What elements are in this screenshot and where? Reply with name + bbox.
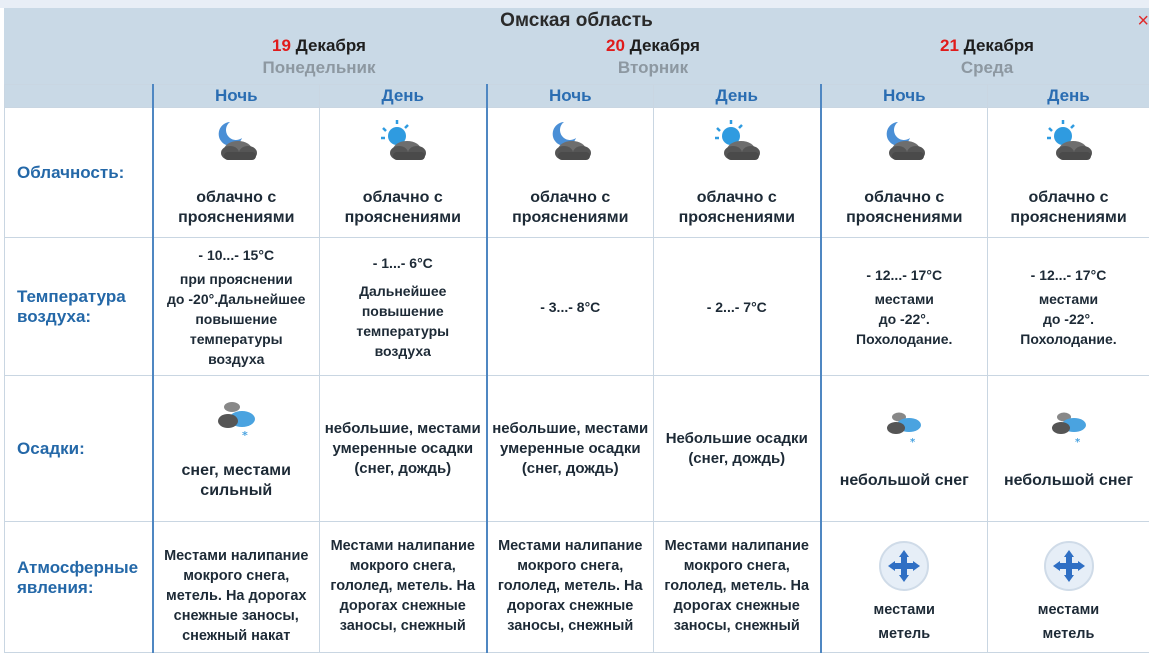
cloud-cell: облачно с прояснениями — [988, 108, 1149, 238]
cloudiness-row — [5, 108, 1149, 238]
sun-cloud-icon — [709, 118, 765, 166]
cloud-cell: облачно с прояснениями — [153, 108, 320, 238]
temp-cell: - 2...- 7°С — [654, 238, 821, 376]
temp-cell: - 3...- 8°С — [487, 238, 654, 376]
prec-cell: * снег, местами сильный — [153, 376, 320, 522]
date-month: Декабря — [296, 36, 366, 55]
light-snow-cloud-icon — [1044, 407, 1094, 447]
snow-cloud-icon — [208, 397, 264, 441]
date-number: 21 — [940, 36, 959, 55]
period-day: День — [654, 85, 821, 108]
temp-cell: - 1...- 6°С Дальнейшее повышение температуры воздуха — [320, 238, 487, 376]
prec-cell: Небольшие осадки (снег, дождь) — [654, 376, 821, 522]
temp-cell: - 12...- 17°С местами до -22°. Похолодание. — [988, 238, 1149, 376]
moon-cloud-icon — [208, 118, 264, 166]
row-label: Облачность: — [5, 108, 153, 238]
temp-cell: - 12...- 17°С местами до -22°. Похолодание. — [821, 238, 988, 376]
top-strip — [0, 0, 1149, 8]
prec-cell: * небольшой снег — [988, 376, 1149, 522]
light-snow-cloud-icon — [879, 407, 929, 447]
sun-cloud-icon — [375, 118, 431, 166]
prec-cell: небольшие, местами умеренные осадки (снег, дождь) — [320, 376, 487, 522]
cloud-cell: облачно с прояснениями — [654, 108, 821, 238]
close-icon[interactable]: × — [1137, 10, 1149, 33]
day-header — [486, 36, 820, 78]
date-month: Декабря — [630, 36, 700, 55]
day-header — [820, 36, 1149, 78]
atm-cell: местами метель — [821, 522, 988, 653]
atm-cell: местами метель — [988, 522, 1149, 653]
weekday: Вторник — [486, 58, 820, 78]
atmospheric-row — [5, 522, 1149, 653]
weekday: Среда — [820, 58, 1149, 78]
day-header — [152, 36, 486, 78]
period-night: Ночь — [487, 85, 654, 108]
sun-cloud-icon — [1041, 118, 1097, 166]
row-label: Температура воздуха: — [5, 238, 153, 376]
moon-cloud-icon — [542, 118, 598, 166]
blizzard-icon — [878, 540, 930, 592]
svg-text:*: * — [242, 429, 248, 441]
weekday: Понедельник — [152, 58, 486, 78]
svg-text:*: * — [910, 437, 916, 447]
period-day: День — [320, 85, 487, 108]
cloud-cell: облачно с прояснениями — [320, 108, 487, 238]
forecast-table — [4, 84, 1149, 653]
period-night: Ночь — [153, 85, 320, 108]
row-label: Атмосферные явления: — [5, 522, 153, 653]
cloud-cell: облачно с прояснениями — [821, 108, 988, 238]
prec-cell: * небольшой снег — [821, 376, 988, 522]
atm-cell: Местами налипание мокрого снега, метель. На дорогах снежные заносы, снежный накат — [153, 522, 320, 653]
cloud-cell: облачно с прояснениями — [487, 108, 654, 238]
date-number: 19 — [272, 36, 291, 55]
date-month: Декабря — [964, 36, 1034, 55]
atm-cell: Местами налипание мокрого снега, гололед, метель. На дорогах снежные заносы, снежный — [320, 522, 487, 653]
period-day: День — [988, 85, 1149, 108]
period-row — [5, 85, 1149, 108]
blizzard-icon — [1043, 540, 1095, 592]
temp-cell: - 10...- 15°С при прояснении до -20°.Дальнейшее повышение температуры воздуха — [153, 238, 320, 376]
temperature-row — [5, 238, 1149, 376]
forecast-header — [4, 8, 1149, 84]
moon-cloud-icon — [876, 118, 932, 166]
atm-cell: Местами налипание мокрого снега, гололед, метель. На дорогах снежные заносы, снежный — [654, 522, 821, 653]
atm-cell: Местами налипание мокрого снега, гололед, метель. На дорогах снежные заносы, снежный — [487, 522, 654, 653]
svg-text:*: * — [1075, 437, 1081, 447]
period-night: Ночь — [821, 85, 988, 108]
region-title: Омская область — [4, 10, 1149, 32]
date-number: 20 — [606, 36, 625, 55]
precipitation-row — [5, 376, 1149, 522]
row-label: Осадки: — [5, 376, 153, 522]
prec-cell: небольшие, местами умеренные осадки (снег, дождь) — [487, 376, 654, 522]
